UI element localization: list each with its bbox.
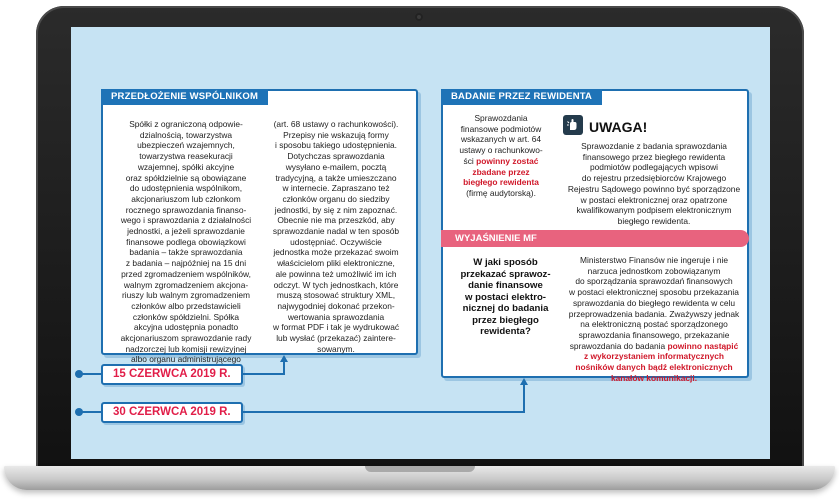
timeline-arrow-1 bbox=[280, 355, 288, 362]
intro-text bbox=[445, 113, 557, 199]
panel-title-przedlozenie: PRZEDŁOŻENIE WSPÓLNIKOM bbox=[101, 89, 268, 105]
panel-przedlozenie bbox=[101, 89, 418, 365]
panel-title-badanie: BADANIE PRZEZ REWIDENTA bbox=[441, 89, 602, 105]
timeline-riser-1 bbox=[283, 360, 285, 375]
camera-icon bbox=[415, 13, 423, 21]
left-column-2: (art. 68 ustawy o rachunkowości). Przepisy nie wskazują formy i sposobu takiego udostępnienia. Dotychczas sprawozdania wysyłano e-mailem, pocztą tradycyjną, a także umieszczano w internecie. Zapraszano też członków organu do siedziby jednostki, by się z nim zapoznać. Obecnie nie ma przeszkód, aby sprawozdanie nadal w ten sposób udostępniać. Oczywiście jednostka może przekazać swoim właścicielom pliki elektroniczne, ale powinna też umożliwić im ich odczyt. W tych jednostkach, które muszą stosować struktury XML, najwygodniej dokonać przekon- wertowania sprawozdania w format PDF i tak je wydrukować lub wysłać (przekazać) zaintere- sowanym. bbox=[272, 119, 400, 354]
left-column-1: Spółki z ograniczoną odpowie- dzialnością, towarzystwa ubezpieczeń wzajemnych, towarzystwa reasekuracji wzajemnej, spółki akcyjne oraz spółdzielnie są obowiązane do udostępnienia wspólnikom, akcjonariuszom lub członkom rocznego sprawozdania finanso- wego i sprawozdania z działalności jednostki, a jeżeli sprawozdanie finansowe podlega obowiązkowi badania – także sprawozdania z badania – najpóźniej na 15 dni przed zgromadzeniem wspólników, walnym zgromadzeniem akcjona- riuszy lub walnym zgromadzeniem członków albo przedstawicieli członków spółdzielni. Spółka akcyjna udostępnia ponadto akcjonariuszom sprawozdanie rady nadzorczej lub komisji rewizyjnej albo organu administrującego bbox=[120, 119, 252, 365]
mf-answer-highlight: powinno nastąpić z wykorzystaniem informatycznych nośników danych bądź elektronicznych kanałów komunikacji. bbox=[575, 340, 739, 383]
timeline-arrow-2 bbox=[520, 378, 528, 385]
timeline-riser-2 bbox=[523, 383, 525, 413]
mf-answer-a: Ministerstwo Finansów nie ingeruje i nie narzuca jednostkom zobowiązanym do sporządzania sprawozdań finansowych w postaci elektronicznej sposobu przekazania sprawozdania do biegłego rewidenta w celu przeprowadzenia badania. Zważywszy jednak na elektroniczną postać sporządzonego sprawozdania finansowego, przekazanie sprawozdania do badania bbox=[568, 255, 740, 351]
uwaga-title: UWAGA! bbox=[589, 119, 648, 135]
warning-hand-icon bbox=[563, 115, 583, 135]
laptop-notch bbox=[365, 466, 475, 472]
date-box-30-june: 30 CZERWCA 2019 R. bbox=[101, 402, 243, 423]
timeline-line-1 bbox=[79, 373, 103, 375]
panel-badanie bbox=[441, 89, 749, 383]
uwaga-text: Sprawozdanie z badania sprawozdania finansowego przez biegłego rewidenta podmiotów podlegających wpisowi do rejestru przedsiębiorców Krajowego Rejestru Sądowego powinno być sporządzone w postaci elektronicznej oraz opatrzone kwalifikowanym podpisem elektronicznym biegłego rewidenta. bbox=[567, 141, 741, 226]
mf-question: W jaki sposób przekazać sprawoz- danie finansowe w postaci elektro- nicznej do badania przez biegłego rewidenta? bbox=[460, 257, 551, 337]
screen bbox=[71, 27, 770, 459]
timeline-line-2 bbox=[79, 411, 103, 413]
intro-text-b: (firmę audytorską). bbox=[466, 187, 536, 198]
intro-text-a: Sprawozdania finansowe podmiotów wskazanych w art. 64 ustawy o rachunkowo- ści bbox=[459, 113, 543, 166]
timeline-connector-2 bbox=[218, 411, 524, 413]
intro-text-highlight: powinny zostać zbadane przez biegłego rewidenta bbox=[463, 155, 539, 188]
date-box-15-june: 15 CZERWCA 2019 R. bbox=[101, 364, 243, 385]
mf-explanation-bar: WYJAŚNIENIE MF bbox=[441, 230, 749, 247]
mf-answer bbox=[559, 255, 749, 383]
